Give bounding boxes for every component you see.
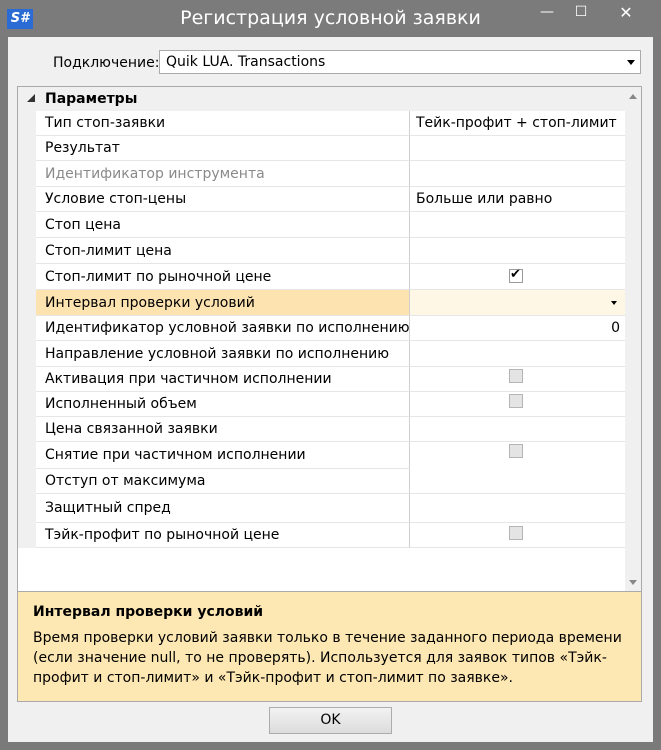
property-name-cell [36,494,410,523]
property-value-cell[interactable] [410,264,625,290]
connection-label: Подключение: [53,55,160,71]
property-value: Тейк-профит + стоп-лимит [416,115,617,131]
property-name-cell [36,238,410,264]
description-title: Интервал проверки условий [33,604,264,620]
app-icon: S# [7,9,33,29]
property-row-linked-order-price[interactable] [18,417,625,442]
close-button[interactable]: ✕ [619,3,633,22]
property-name: Направление условной заявки по исполнению [45,345,390,362]
property-name-cell [36,392,410,417]
property-value-cell[interactable] [410,341,625,367]
property-name: Активация при частичном исполнении [45,371,332,387]
description-panel [17,592,642,702]
row-margin [18,264,36,290]
property-name-cell [36,187,410,212]
property-row-instrument-id[interactable] [18,161,625,187]
property-name: Цена связанной заявки [45,421,218,437]
property-name: Идентификатор условной заявки по исполнению [45,320,410,336]
property-name-cell [36,341,410,367]
property-row-stop-type[interactable] [18,111,625,136]
property-name-cell [36,523,410,548]
checkbox[interactable] [509,444,523,458]
row-margin [18,341,36,367]
property-row-executed-volume[interactable] [18,392,625,417]
row-margin [18,442,36,468]
checkbox-checked[interactable] [509,269,523,283]
maximize-button[interactable]: ☐ [574,4,588,20]
property-name: Снятие при частичном исполнении [45,447,306,463]
collapse-triangle-icon[interactable] [27,94,35,102]
connection-select[interactable] [159,50,641,74]
property-name: Стоп-лимит цена [45,242,172,259]
property-name: Идентификатор инструмента [45,165,265,182]
property-name-cell [36,212,410,238]
property-name: Тэйк-профит по рыночной цене [45,527,280,543]
property-name: Стоп цена [45,216,121,233]
property-value-cell[interactable] [410,367,625,392]
row-margin [18,136,36,161]
row-margin [18,212,36,238]
checkbox[interactable] [509,369,523,383]
row-margin [18,494,36,523]
property-value-cell[interactable] [410,494,625,523]
property-value-cell[interactable] [410,111,625,136]
property-name-cell [36,442,410,468]
property-value-cell[interactable] [410,161,625,187]
row-margin [18,187,36,212]
property-name-cell [36,417,410,442]
row-margin [18,417,36,442]
property-name: Интервал проверки условий [45,294,255,311]
property-name: Результат [45,140,120,156]
property-grid [17,86,642,592]
property-name: Отступ от максимума [45,473,206,489]
property-name-cell [36,136,410,161]
scroll-up-icon[interactable] [629,94,637,99]
property-row-stop-limit-price[interactable] [18,238,625,264]
property-value: 0 [611,320,620,336]
title-bar[interactable] [0,0,661,37]
property-name: Тип стоп-заявки [45,115,166,131]
property-name-cell [36,111,410,136]
property-name: Защитный спред [45,500,171,516]
row-margin [18,316,36,341]
property-row-conditional-order-direction[interactable] [18,341,625,367]
property-name-cell [36,367,410,392]
chevron-down-icon[interactable] [611,301,617,305]
window-title: Регистрация условной заявки [180,7,481,29]
row-margin [18,367,36,392]
row-margin [18,523,36,548]
property-value-cell[interactable] [410,468,625,494]
property-name: Условие стоп-цены [45,191,187,207]
property-value-cell[interactable] [410,442,625,468]
ok-button[interactable]: OK [269,707,392,734]
property-value: Больше или равно [416,191,553,207]
category-label: Параметры [45,91,138,107]
row-margin [18,161,36,187]
property-value-cell[interactable] [410,136,625,161]
property-value-cell[interactable] [410,523,625,548]
property-row-stop-limit-market[interactable] [18,264,625,290]
property-row-conditional-order-id[interactable] [18,316,625,341]
property-value-cell[interactable] [410,316,625,341]
row-margin [18,290,36,316]
property-name-cell [36,161,410,187]
property-row-stop-price[interactable] [18,212,625,238]
row-margin [18,392,36,417]
property-value-cell[interactable] [410,187,625,212]
vertical-scrollbar[interactable] [625,87,641,591]
dialog-body [8,37,653,742]
property-row-stop-price-condition[interactable] [18,187,625,212]
property-name-cell [36,264,410,290]
property-value-cell[interactable] [410,290,625,316]
property-value-cell[interactable] [410,238,625,264]
scroll-down-icon[interactable] [629,580,637,585]
property-row-cancel-partial[interactable] [18,442,625,468]
property-value-cell[interactable] [410,392,625,417]
property-value-cell[interactable] [410,417,625,442]
property-name-cell [36,316,410,341]
property-value-cell[interactable] [410,212,625,238]
property-row-take-profit-market[interactable] [18,523,625,548]
chevron-down-icon [627,60,635,65]
property-name-cell [36,290,410,316]
checkbox[interactable] [509,526,523,540]
minimize-button[interactable]: — [540,4,554,20]
connection-value: Quik LUA. Transactions [166,54,326,70]
property-name: Исполненный объем [45,396,197,412]
description-text: Время проверки условий заявки только в течение заданного периода времени (если значение null, то не проверять). Используется для заявок типов «Тэйк-профит и стоп-лимит» и «Тэйк-профит и стоп-лимит по заявке». [33,630,622,686]
category-header[interactable] [18,87,625,111]
property-row-activation-partial[interactable] [18,367,625,392]
property-row-check-interval[interactable] [18,290,625,316]
property-row-protective-spread[interactable] [18,494,625,523]
checkbox[interactable] [509,394,523,408]
row-margin [18,238,36,264]
property-name-cell [36,468,410,494]
property-name: Стоп-лимит по рыночной цене [45,268,272,285]
row-margin [18,468,36,494]
property-row-result[interactable] [18,136,625,161]
property-row-offset-from-max[interactable] [18,468,625,494]
row-margin [18,111,36,136]
